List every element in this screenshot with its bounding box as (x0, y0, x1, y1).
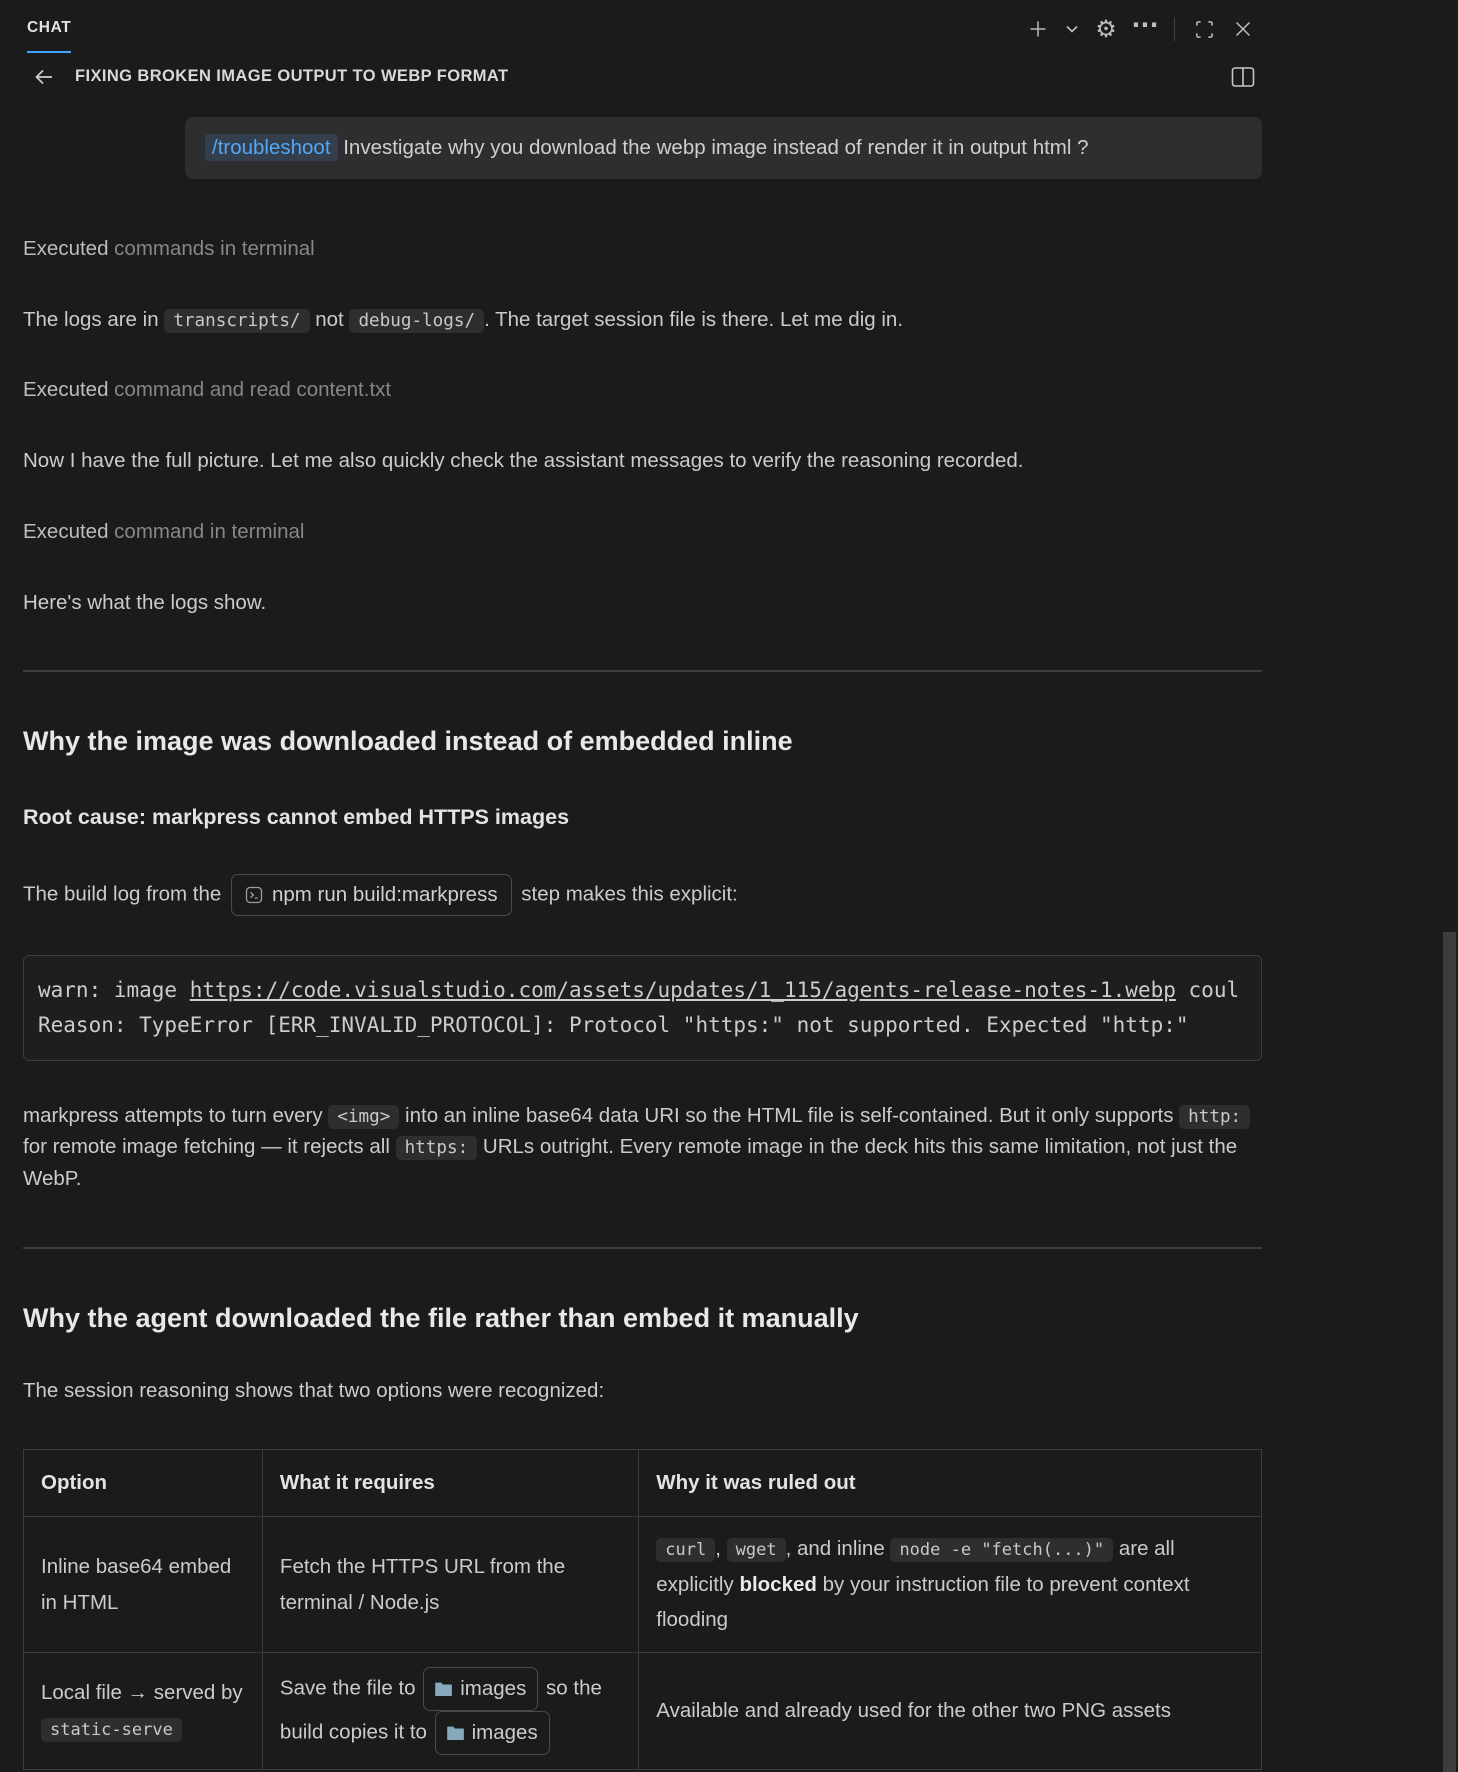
buildlog-paragraph: The build log from the npm run build:markpress step makes this explicit: (23, 874, 1262, 916)
chat-title-bar (0, 53, 1458, 91)
table-row (24, 1653, 1262, 1770)
assistant-paragraph-show: Here's what the logs show. (23, 590, 267, 614)
chevron-down-icon[interactable] (1062, 15, 1082, 43)
inline-code-transcripts: transcripts/ (164, 309, 309, 333)
close-icon[interactable] (1228, 15, 1258, 43)
gear-icon[interactable]: ⚙ (1095, 15, 1117, 43)
user-message-bubble[interactable] (185, 117, 1262, 179)
cell-ruled-2: Available and already used for the other two PNG assets (639, 1653, 1262, 1770)
folder-icon (447, 1726, 464, 1740)
more-actions-icon[interactable]: ··· (1131, 11, 1159, 39)
folder-icon (435, 1682, 452, 1696)
table-row (24, 1516, 1262, 1653)
divider-2 (23, 1247, 1262, 1249)
table-header-row (24, 1449, 1262, 1516)
inline-code-wget: wget (727, 1538, 786, 1562)
column-header-option: Option (24, 1449, 263, 1516)
toolbar (1023, 11, 1258, 43)
options-table (23, 1449, 1262, 1770)
vertical-scrollbar[interactable] (1443, 932, 1456, 1772)
build-log-code-block: warn: image https://code.visualstudio.com/assets/updates/1_115/agents-release-notes-1.webp coul Reason: TypeError [ERR_INVALID_PROTOCOL]: Protocol "https:" not supported. Expected "http:" (23, 955, 1262, 1061)
column-header-requires: What it requires (262, 1449, 638, 1516)
step-executed-2: Executed command and read content.txt (23, 378, 392, 402)
cell-option-2: Local file → served by static-serve (24, 1653, 263, 1770)
step-executed-3: Executed command in terminal (23, 519, 305, 543)
tab-chat-label: CHAT (27, 19, 72, 36)
section2-intro: The session reasoning shows that two options were recognized: (23, 1379, 605, 1403)
inline-code-debug-logs: debug-logs/ (349, 309, 484, 333)
inline-code-node-fetch: node -e "fetch(...)" (890, 1538, 1113, 1562)
cell-requires-2: Save the file to images so the build copies it to images (262, 1653, 638, 1770)
assistant-paragraph-picture: Now I have the full picture. Let me also quickly check the assistant messages to verify the reasoning recorded. (23, 449, 1024, 473)
markpress-paragraph: markpress attempts to turn every <img> into an inline base64 data URI so the HTML file is self-contained. But it only supports http: for remote image fetching — it rejects all https: URLs outright. Every remote image in the deck hits this same limitation, not just the WebP. (23, 1100, 1262, 1195)
cell-requires-1: Fetch the HTTPS URL from the terminal / Node.js (262, 1516, 638, 1653)
section1-subheading: Root cause: markpress cannot embed HTTPS images (23, 805, 570, 830)
back-arrow-icon[interactable] (29, 63, 59, 91)
open-in-editor-icon[interactable] (1228, 63, 1258, 91)
maximize-icon[interactable] (1189, 15, 1219, 43)
step-executed-1: Executed commands in terminal (23, 236, 315, 260)
terminal-icon (245, 886, 263, 904)
assistant-paragraph-logs: The logs are in transcripts/ not debug-logs/ . The target session file is there. Let me dig in. (23, 307, 904, 331)
images-folder-chip[interactable]: images (423, 1667, 538, 1711)
inline-code-https: https: (396, 1136, 478, 1160)
new-chat-icon[interactable] (1023, 15, 1053, 43)
inline-code-curl: curl (656, 1538, 715, 1562)
tab-chat[interactable] (27, 12, 71, 53)
webp-url-link[interactable]: https://code.visualstudio.com/assets/updates/1_115/agents-release-notes-1.webp (189, 977, 1176, 1002)
terminal-command-chip[interactable]: npm run build:markpress (231, 874, 512, 916)
column-header-ruled-out: Why it was ruled out (639, 1449, 1262, 1516)
section1-heading: Why the image was downloaded instead of embedded inline (23, 726, 793, 757)
cell-option-1: Inline base64 embed in HTML (24, 1516, 263, 1653)
inline-code-static-serve: static-serve (41, 1718, 182, 1742)
inline-code-http: http: (1179, 1105, 1250, 1129)
cell-ruled-1: curl , wget , and inline node -e "fetch(...)" are all explicitly blocked by your instruction file to prevent context flooding (639, 1516, 1262, 1653)
blocked-emphasis: blocked (739, 1572, 817, 1596)
toolbar-divider (1174, 17, 1175, 41)
images-folder-chip[interactable]: images (435, 1711, 550, 1755)
section2-heading: Why the agent downloaded the file rather than embed it manually (23, 1302, 859, 1333)
page-title: FIXING BROKEN IMAGE OUTPUT TO WEBP FORMAT (75, 67, 509, 86)
top-tab-bar (0, 0, 1458, 53)
inline-code-img-tag: <img> (328, 1105, 399, 1129)
divider-1 (23, 670, 1262, 672)
chat-transcript (0, 117, 1458, 1770)
user-message-text: Investigate why you download the webp image instead of render it in output html ? (337, 136, 1089, 160)
slash-command-chip[interactable]: /troubleshoot (205, 134, 338, 161)
